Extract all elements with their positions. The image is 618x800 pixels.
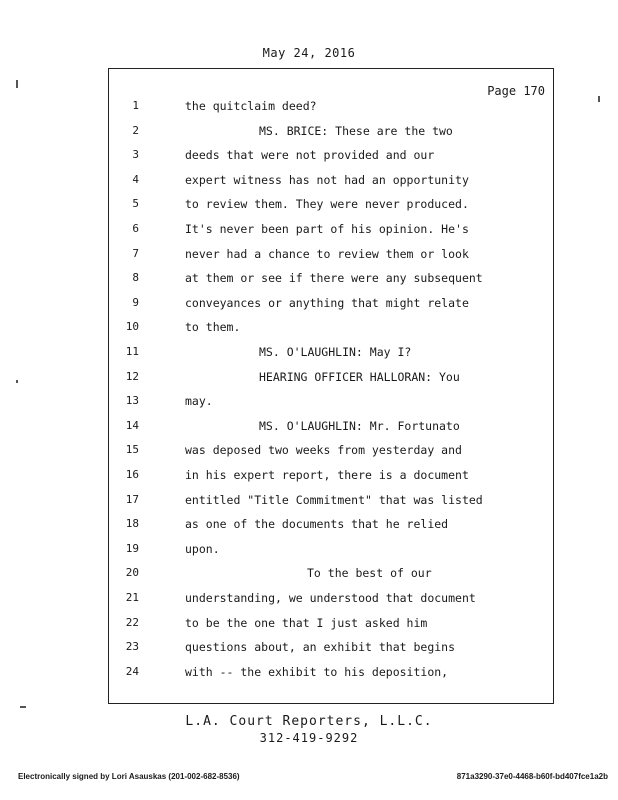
line-number: 13	[125, 394, 139, 408]
line-number: 24	[125, 664, 139, 678]
line-text: was deposed two weeks from yesterday and	[185, 443, 462, 458]
transcript-line	[109, 96, 555, 116]
line-text: upon.	[185, 541, 220, 556]
transcript-line	[109, 170, 555, 190]
transcript-line	[109, 514, 555, 534]
line-number: 4	[132, 172, 139, 186]
scan-speck	[16, 380, 18, 383]
line-text: with -- the exhibit to his deposition,	[185, 664, 449, 679]
page-number: Page 170	[487, 84, 545, 98]
transcript-line	[109, 588, 555, 608]
line-number: 22	[125, 615, 139, 629]
transcript-line	[109, 391, 555, 411]
document-id: 871a3290-37e0-4468-b60f-bd407fce1a2b	[456, 772, 608, 781]
line-number: 15	[125, 443, 139, 457]
transcript-line	[109, 367, 555, 387]
line-text: at them or see if there were any subsequent	[185, 271, 483, 286]
line-text: may.	[185, 394, 213, 409]
line-number: 16	[125, 468, 139, 481]
transcript-line	[109, 539, 555, 559]
line-number: 5	[132, 197, 139, 211]
line-text: conveyances or anything that might relate	[185, 295, 469, 310]
line-text: entitled "Title Commitment" that was listed	[185, 492, 483, 507]
transcript-line	[109, 268, 555, 288]
transcript-line	[109, 342, 555, 362]
transcript-line	[109, 244, 555, 264]
transcript-line	[109, 662, 555, 682]
transcript-date: May 24, 2016	[262, 46, 356, 60]
transcript-line	[109, 293, 555, 313]
transcript-line	[109, 121, 555, 141]
line-number: 17	[125, 492, 139, 506]
transcript-line	[109, 613, 555, 633]
line-number: 11	[125, 345, 139, 358]
transcript-page-frame	[108, 68, 554, 704]
line-text: MS. BRICE: These are the two	[259, 123, 453, 138]
line-text: never had a chance to review them or look	[185, 246, 469, 261]
line-text: to be the one that I just asked him	[185, 615, 428, 630]
transcript-line	[109, 145, 555, 165]
transcript-line	[109, 490, 555, 510]
transcript-line	[109, 219, 555, 239]
line-number: 14	[125, 418, 139, 432]
transcript-line	[109, 563, 555, 583]
line-number: 3	[132, 148, 139, 162]
line-number: 23	[125, 640, 139, 654]
transcript-line	[109, 416, 555, 436]
transcript-line	[109, 465, 555, 485]
scan-speck	[20, 706, 26, 708]
electronic-signature: Electronically signed by Lori Asauskas (201-002-682-8536)	[18, 772, 240, 781]
line-text: It's never been part of his opinion. He's	[185, 222, 469, 236]
line-number: 7	[132, 246, 139, 260]
line-text: in his expert report, there is a document	[185, 468, 469, 482]
transcript-line	[109, 317, 555, 337]
line-number: 2	[132, 123, 139, 137]
line-text: deeds that were not provided and our	[185, 148, 435, 163]
line-text: the quitclaim deed?	[185, 99, 317, 113]
court-reporter-name: L.A. Court Reporters, L.L.C.	[185, 714, 433, 729]
line-text: MS. O'LAUGHLIN: Mr. Fortunato	[259, 418, 460, 433]
line-text: expert witness has not had an opportunity	[185, 172, 469, 187]
line-text: understanding, we understood that document	[185, 591, 476, 605]
line-number: 19	[125, 541, 139, 555]
line-text: to them.	[185, 320, 241, 335]
line-number: 9	[132, 295, 139, 309]
line-text: HEARING OFFICER HALLORAN: You	[259, 369, 460, 384]
transcript-line	[109, 440, 555, 460]
transcript-line	[109, 637, 555, 657]
court-reporter-phone: 312-419-9292	[259, 731, 359, 745]
line-number: 8	[132, 271, 139, 285]
line-number: 12	[125, 369, 139, 383]
line-number: 1	[132, 99, 139, 112]
line-text: to review them. They were never produced.	[185, 197, 469, 212]
line-number: 18	[125, 517, 139, 531]
line-number: 21	[125, 591, 139, 604]
line-number: 10	[125, 320, 139, 334]
line-text: as one of the documents that he relied	[185, 517, 449, 532]
scan-speck	[16, 80, 18, 88]
transcript-line	[109, 194, 555, 214]
line-number: 6	[132, 222, 139, 235]
line-text: To the best of our	[307, 566, 432, 581]
scan-speck	[598, 96, 600, 102]
line-number: 20	[125, 566, 139, 580]
line-text: MS. O'LAUGHLIN: May I?	[259, 345, 412, 359]
line-text: questions about, an exhibit that begins	[185, 640, 456, 655]
